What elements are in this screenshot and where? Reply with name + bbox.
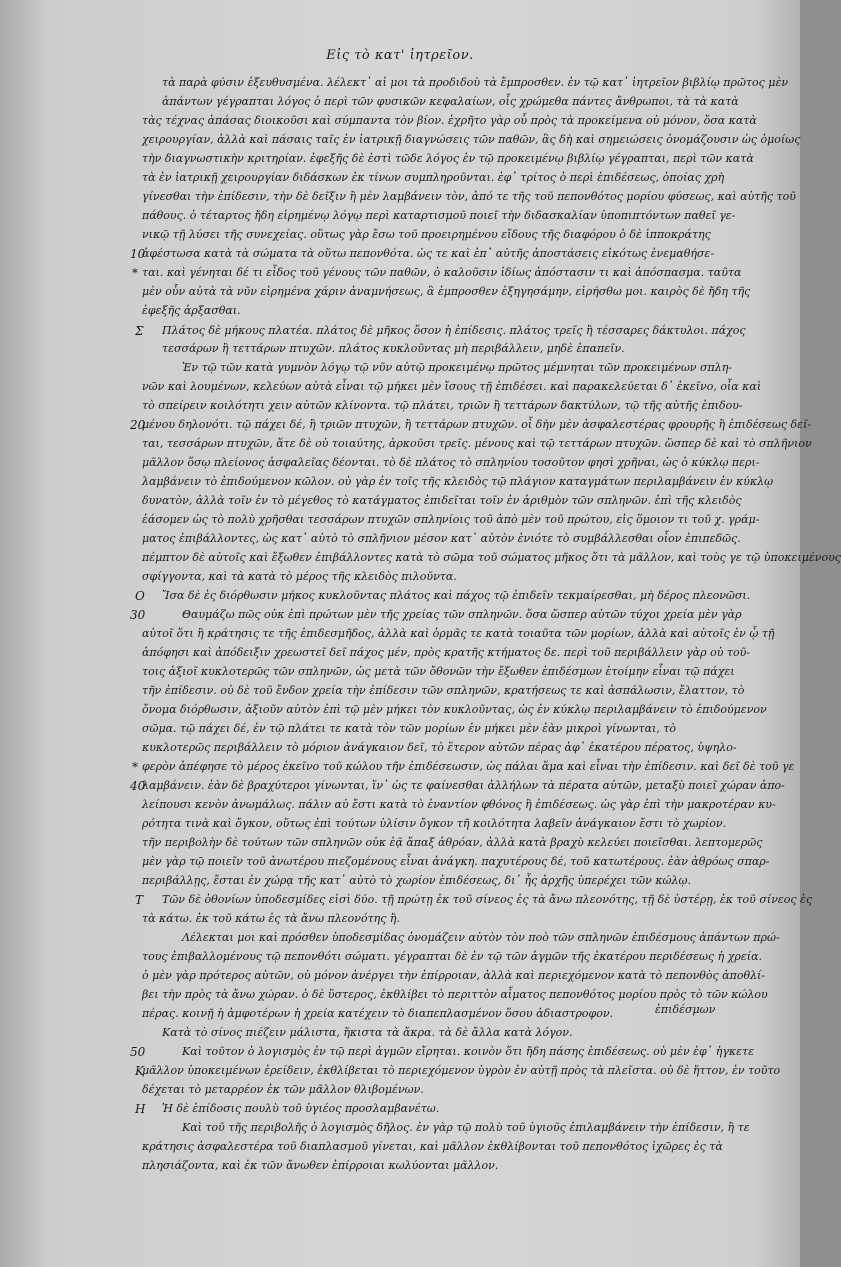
text-line: τοις ἀξιοῖ κυκλοτερῶς τῶν σπληνῶν, ὡς μετὰ τῶν ὄθονῶν τὴν ἔξωθεν ἐπιδέσμων ἑτοίμην εἶναι τῷ πάχει: [142, 665, 735, 678]
text-line: πλησιάζοντα, καὶ ἐκ τῶν ἄνωθεν ἐπίρροιαι κωλύονται μᾶλλον.: [142, 1159, 499, 1172]
text-line: μᾶλλον ὅσῳ πλείονος ἀσφαλεῖας δέονται. τὸ δὲ πλάτος τὸ σπληνίου τοσοῦτον φησὶ χρῆναι, ὡς ὁ κύκλῳ περι-: [142, 456, 760, 469]
text-line: Κατὰ τὸ σίνος πιέζειν μάλιστα, ἥκιστα τὰ ἄκρα. τὰ δὲ ἄλλα κατὰ λόγον.: [162, 1026, 573, 1039]
margin-marker: *: [132, 266, 138, 280]
text-line: μὲν γὰρ τῷ ποιεῖν τοῦ ἀνωτέρου πιεζομένους εἶναι ἀνάγκη. παχυτέρους δέ, τοῦ κατωτέρους. ἐὰν ἀθρόως σπαρ-: [142, 855, 770, 868]
text-line: μένου δηλονότι. τῷ πάχει δέ, ἢ τριῶν πτυχῶν, ἢ τεττάρων πτυχῶν. οἷ δὴν μὲν ἀσφαλεστέρας φρουρῆς ἢ ἐπιδέσεως δεῖ-: [142, 418, 812, 431]
text-line: πέρας. κοινῇ ἡ ἀμφοτέρων ἡ χρεία κατέχειν τὸ διαπεπλασμένον ὅσου ἀδιαστροφον.: [142, 1007, 614, 1020]
text-line: ὁ μὲν γὰρ πρότερος αὐτῶν, οὐ μόνον ἀνέργει τὴν ἐπίρροιαν, ἀλλὰ καὶ περιεχόμενον κατὰ τὸ πεπονθὸς ἀποθλί-: [142, 969, 766, 982]
text-line: Πλάτος δὲ μήκους πλατέα. πλάτος δὲ μῆκος ὅσον ἡ ἐπίδεσις. πλάτος τρεῖς ἢ τέσσαρες δάκτυλοι. πάχος: [162, 324, 746, 337]
text-line: τὰ κάτω. ἐκ τοῦ κάτω ἐς τὰ ἄνω πλεονότης ἢ.: [142, 912, 401, 925]
text-line: φερὸν ἀπέφησε τὸ μέρος ἐκεῖνο τοῦ κώλου τῆν ἐπιδέσεωσιν, ὡς πάλαι ἅμα καὶ εἶναι τὴν ἐπίδεσιν. καὶ δεῖ δὲ τοῦ γε: [142, 760, 795, 773]
margin-marker: Η: [135, 1102, 146, 1116]
text-line: λαμβάνειν τὸ ἐπιδούμενον κῶλον. οὐ γὰρ ἐν τοῖς τῆς κλειδὸς τῷ πλάγιον καταγμάτων περιλαμβάνειν ἐν κύκλῳ: [142, 475, 774, 488]
text-line: τὸ σπείρειν κοιλότητι χειν αὐτῶν κλίνοντα. τῷ πλάτει, τριῶν ἢ τεττάρων δακτύλων, τῷ τῆς αὐτῆς ἐπιδου-: [142, 399, 743, 412]
margin-marker: 50: [130, 1045, 146, 1059]
margin-marker: 20: [130, 418, 146, 432]
text-line: γίνεσθαι τὴν ἐπίδεσιν, τὴν δὲ δεῖξιν ἢ μὲν λαμβάνειν τὸν, ἀπό τε τῆς τοῦ πεπονθότος μορίου φύσεως, καὶ αὐτῆς τοῦ: [142, 190, 796, 203]
text-line: Ἴσα δὲ ἐς διόρθωσιν μήκος κυκλοῦντας πλάτος καὶ πάχος τῷ ἐπιδεῖν τεκμαίρεσθαι, μὴ δέρος πλεονῶσι.: [162, 589, 751, 602]
text-line: ται. καὶ γένηται δέ τι εἶδος τοῦ γένους τῶν παθῶν, ὁ καλοῦσιν ἰδίως ἀπόστασιν τι καὶ ἀπόσπασμα. ταῦτα: [142, 266, 742, 279]
text-line: τὴν διαγνωστικὴν κριτηρίαν. ἐφεξῆς δὲ ἐστὶ τῶδε λόγος ἐν τῷ προκειμένῳ βιβλίῳ γέγραπται, περὶ τῶν κατὰ: [142, 152, 754, 165]
text-line: ὄνομα διόρθωσιν, ἀξιοῦν αὐτὸν ἐπὶ τῷ μὲν μήκει τὸν κυκλοῦντας, ὡς ἐν κύκλῳ περιλαμβάνειν τὸ ἐπιδούμενον: [142, 703, 767, 716]
text-line: μᾶλλον ὑποκειμένων ἐρείδειν, ἐκθλίβεται τὸ περιεχόμενον ὑγρὸν ἐν αὐτῇ πρὸς τὰ πλεῖστα. οὐ δὲ ἥττον, ἐν τοῦτο: [142, 1064, 781, 1077]
margin-marker: Τ: [135, 893, 144, 907]
text-line: ἀπόφησι καὶ ἀπόδειξιν χρεωστεῖ δεῖ πάχος μέν, πρὸς κρατῆς κτήματος δε. περὶ τοῦ περιβάλλειν γὰρ οὐ τοῦ-: [142, 646, 750, 659]
text-line: τὰ ἐν ἰατρικῇ χειρουργίαν διδάσκων ἐκ τίνων συμπληροῦνται. ἐφ᾽ τρίτος ὁ περὶ ἐπιδέσεως, ὁποίας χρὴ: [142, 171, 725, 184]
text-line: δυνατὸν, ἀλλὰ τοῖν ἐν τὸ μέγεθος τὸ κατάγματος ἐπιδεῖται τοῖν ἐν ἀριθμὸν τῶν σπληνῶν. ἐπὶ τῆς κλειδὸς: [142, 494, 742, 507]
margin-marker: *: [132, 760, 138, 774]
text-line: κυκλοτερῶς περιβάλλειν τὸ μόριον ἀνάγκαιον δεῖ, τὸ ἕτερον αὐτῶν πέρας ἀφ᾽ ἑκατέρου πέρατος, ὑψηλο-: [142, 741, 737, 754]
text-line: ται, τεσσάρων πτυχῶν, ἅτε δὲ οὐ τοιαύτης, ἀρκοῦσι τρεῖς. μένους καὶ τῷ τεττάρων πτυχῶν. ὥσπερ δὲ καὶ τὸ σπλῆνιον: [142, 437, 812, 450]
text-line: τῆν περιβολὴν δὲ τούτων τῶν σπληνῶν οὐκ ἐᾷ ἅπαξ ἀθρόαν, ἀλλὰ κατὰ βραχὺ κελεύει ποιεῖσθαι. λεπτομερῶς: [142, 836, 763, 849]
text-line: νῶν καὶ λουμένων, κελεύων αὐτὰ εἶναι τῷ μήκει μὲν ἴσους τῇ ἐπιδέσει. καὶ παρακελεύεται δ᾽ ἐκεῖνο, οἷα καὶ: [142, 380, 762, 393]
text-line: τὰς τέχνας ἁπάσας διοικοῦσι καὶ σύμπαντα τὸν βίον. ἐχρῆτο γὰρ οὗ πρὸς τὰ προκείμενα οὐ μόνον, ὅσα κατὰ: [142, 114, 757, 127]
catchword: ἐπιδέσμων: [655, 1003, 716, 1016]
running-header: Εἰς τὸ κατ' ἰητρεῖον.: [326, 48, 474, 63]
text-line: Ἐν τῷ τῶν κατὰ γυμνὸν λόγῳ τῷ νῦν αὐτῷ προκειμένῳ πρῶτος μέμνηται τῶν προκειμένων σπλη-: [182, 361, 733, 374]
text-line: Τῶν δὲ ὀθονίων ὑποδεσμίδες εἰσὶ δύο. τῇ πρώτῃ ἐκ τοῦ σίνεος ἐς τὰ ἄνω πλεονότης, τῇ δὲ ὑστέρῃ, ἐκ τοῦ σίνεος ἐς: [162, 893, 813, 906]
text-line: χειρουργίαν, ἀλλὰ καὶ πάσαις ταῖς ἐν ἰατρικῇ διαγνώσεις τῶν παθῶν, ἃς δὴ καὶ σημειώσεις ὀνομάζουσιν ὡς ὁμοίως: [142, 133, 801, 146]
text-line: πέμπτον δὲ αὐτοῖς καὶ ἔξωθεν ἐπιβάλλοντες κατὰ τὸ σῶμα τοῦ σώματος μῆκος ὅτι τὰ μᾶλλον, καὶ τοὺς γε τῷ ὑποκειμένους: [142, 551, 841, 564]
text-line: Θαυμάζω πῶς οὐκ ἐπὶ πρώτων μὲν τῆς χρείας τῶν σπληνῶν. ὅσα ὥσπερ αὐτῶν τύχοι χρεία μὲν γὰρ: [182, 608, 742, 621]
text-line: κράτησις ἀσφαλεστέρα τοῦ διαπλασμοῦ γίνεται, καὶ μᾶλλον ἐκθλίβονται τοῦ πεπονθότος ἰχῶρες ἐς τὰ: [142, 1140, 723, 1153]
text-line: ματος ἐπιβάλλοντες, ὡς κατ᾽ αὐτὸ τὸ σπλῆνιον μέσον κατ᾽ αὐτὸν ἐνιότε τὸ συμβάλλεσθαι οἷον ἐπιπεδῶς.: [142, 532, 741, 545]
text-line: ἐφεξῆς ἀρξασθαι.: [142, 304, 241, 317]
text-line: δέχεται τὸ μεταρρέον ἐκ τῶν μᾶλλον θλιβομένων.: [142, 1083, 424, 1096]
text-line: σφίγγοντα, καὶ τὰ κατὰ τὸ μέρος τῆς κλειδὸς πιλοῦντα.: [142, 570, 457, 583]
text-line: τεσσάρων ἢ τεττάρων πτυχῶν. πλάτος κυκλοῦντας μὴ περιβάλλειν, μηδὲ ἐπαπεῖν.: [162, 342, 625, 355]
margin-marker: Ο: [135, 589, 145, 603]
text-line: τῆν ἐπίδεσιν. οὐ δὲ τοῦ ἔνδον χρεία τὴν ἐπίδεσιν τῶν σπληνῶν, κρατήσεως τε καὶ ἀσπάλωσιν, ἔλαττον, τὸ: [142, 684, 745, 697]
text-line: αὐτοῖ ὅτι ἢ κράτησις τε τῆς ἐπιδεσμῆδος, ἀλλὰ καὶ ὁρμᾶς τε κατὰ τοιαῦτα τῶν μορίων, ἀλλὰ καὶ αὐτοῖς ἐν ᾧ τῇ: [142, 627, 775, 640]
text-line: τους ἐπιβαλλομένους τῷ πεπονθότι σώματι. γέγραπται δὲ ἐν τῷ τῶν ἀγμῶν τῆς ἐκατέρου περιδέσεως ἡ χρεία.: [142, 950, 763, 963]
text-line: σῶμα. τῷ πάχει δέ, ἐν τῷ πλάτει τε κατὰ τὸν τῶν μορίων ἐν μήκει μὲν ἐὰν μικροὶ γίνωνται, τὸ: [142, 722, 677, 735]
text-line: περιβάλλῃς, ἔσται ἐν χώρᾳ τῆς κατ᾽ αὐτὸ τὸ χωρίον ἐπιδέσεως, δι᾽ ἧς ἀρχῆς ὑπερέχει τῶν κώλῳ.: [142, 874, 691, 887]
margin-marker: Κ: [135, 1064, 144, 1078]
text-line: Καὶ τοῦ τῆς περιβολῆς ὁ λογισμὸς δῆλος. ἐν γὰρ τῷ πολὺ τοῦ ὑγιοῦς ἐπιλαμβάνειν τὴν ἐπίδεσιν, ἢ τε: [182, 1121, 750, 1134]
text-line: τὰ παρὰ φύσιν ἐξευθυσμένα. λέλεκτ᾽ αἰ μοι τὰ προδιδοὺ τὰ ἔμπροσθεν. ἐν τῷ κατ᾽ ἰητρεῖον βιβλίῳ πρῶτος μὲν: [162, 76, 789, 89]
text-line: βει τὴν πρὸς τὰ ἄνω χώραν. ὁ δὲ ὕστερος, ἐκθλίβει τὸ περιττὸν αἷματος πεπονθότος μορίου πρὸς τὸ τῶν κώλου: [142, 988, 768, 1001]
text-line: Λέλεκται μοι καὶ πρόσθεν ὑποδεσμίδας ὀνομάζειν αὐτὸν τὸν ποὸ τῶν σπληνῶν ἐπιδέσμους ἁπάντων πρώ-: [182, 931, 780, 944]
text-line: Ἡ δὲ ἐπίδοσις πουλὺ τοῦ ὑγιέος προσλαμβανέτω.: [162, 1102, 440, 1115]
text-line: Καὶ τοῦτον ὁ λογισμὸς ἐν τῷ περὶ ἀγμῶν εἴρηται. κοινὸν ὅτι ἤδη πάσης ἐπιδέσεως. οὐ μὲν ἐφ᾽ ἡγκετε: [182, 1045, 755, 1058]
margin-marker: 30: [130, 608, 146, 622]
text-line: πάθους. ὁ τέταρτος ἤδη εἰρημένῳ λόγῳ περὶ καταρτισμοῦ ποιεῖ τὴν διδασκαλίαν ὑποπιπτόντων παθεῖ γε-: [142, 209, 736, 222]
text-line: ἐάσομεν ὡς τὸ πολὺ χρῆσθαι τεσσάρων πτυχῶν σπληνίοις τοῦ ἀπὸ μὲν τοῦ πρώτου, εἰς ὅμοιον τι τοῦ χ. γράμ-: [142, 513, 760, 526]
margin-marker: 40: [130, 779, 146, 793]
text-line: ἁπάντων γέγραπται λόγος ὁ περὶ τῶν φυσικῶν κεφαλαίων, οἷς χρώμεθα πάντες ἄνθρωποι, τὰ τὰ κατὰ: [162, 95, 739, 108]
margin-marker: 10: [130, 247, 146, 261]
text-line: λείπουσι κενὸν ἀνωμάλως. πάλιν αὐ ἔστι κατὰ τὸ ἐναντίον φθόνος ἢ ἐπιδέσεως. ὡς γὰρ ἐπὶ τὴν μακροτέραν κυ-: [142, 798, 776, 811]
margin-marker: Σ: [135, 324, 144, 338]
text-line: νικῷ τῇ λύσει τῆς συνεχείας. οὕτως γὰρ ἔσω τοῦ προειρημένου εἴδους τῆς διαφόρου ὁ δὲ ἱπποκράτης: [142, 228, 711, 241]
text-line: ρότητα τινὰ καὶ ὄγκον, οὕτως ἐπὶ τούτων ὑλίσιν ὄγκον τῆ κοιλότητα λαβεῖν ἀνάγκαιον ἔστι τὸ χωρίον.: [142, 817, 727, 830]
text-line: μὲν οὖν αὐτὰ τὰ νῦν εἰρημένα χάριν ἀναμνήσεως, ἃ ἐμπροσθεν ἐξηγησάμην, εἰρήσθω μοι. καιρὸς δὲ ἤδη τῆς: [142, 285, 751, 298]
text-line: ἀφέστωσα κατὰ τὰ σώματα τὰ οὕτω πεπονθότα. ὡς τε καὶ ἐπ᾽ αὐτῆς ἀποστάσεις εἰκότως ἐνεμαθήσε-: [142, 247, 715, 260]
text-line: λαμβάνειν. ἐὰν δὲ βραχύτεροι γίνωνται, ἵν᾽ ὡς τε φαίνεσθαι ἀλλήλων τὰ πέρατα αὐτῶν, μεταξὺ ποιεῖ χώραν ἀπο-: [142, 779, 785, 792]
